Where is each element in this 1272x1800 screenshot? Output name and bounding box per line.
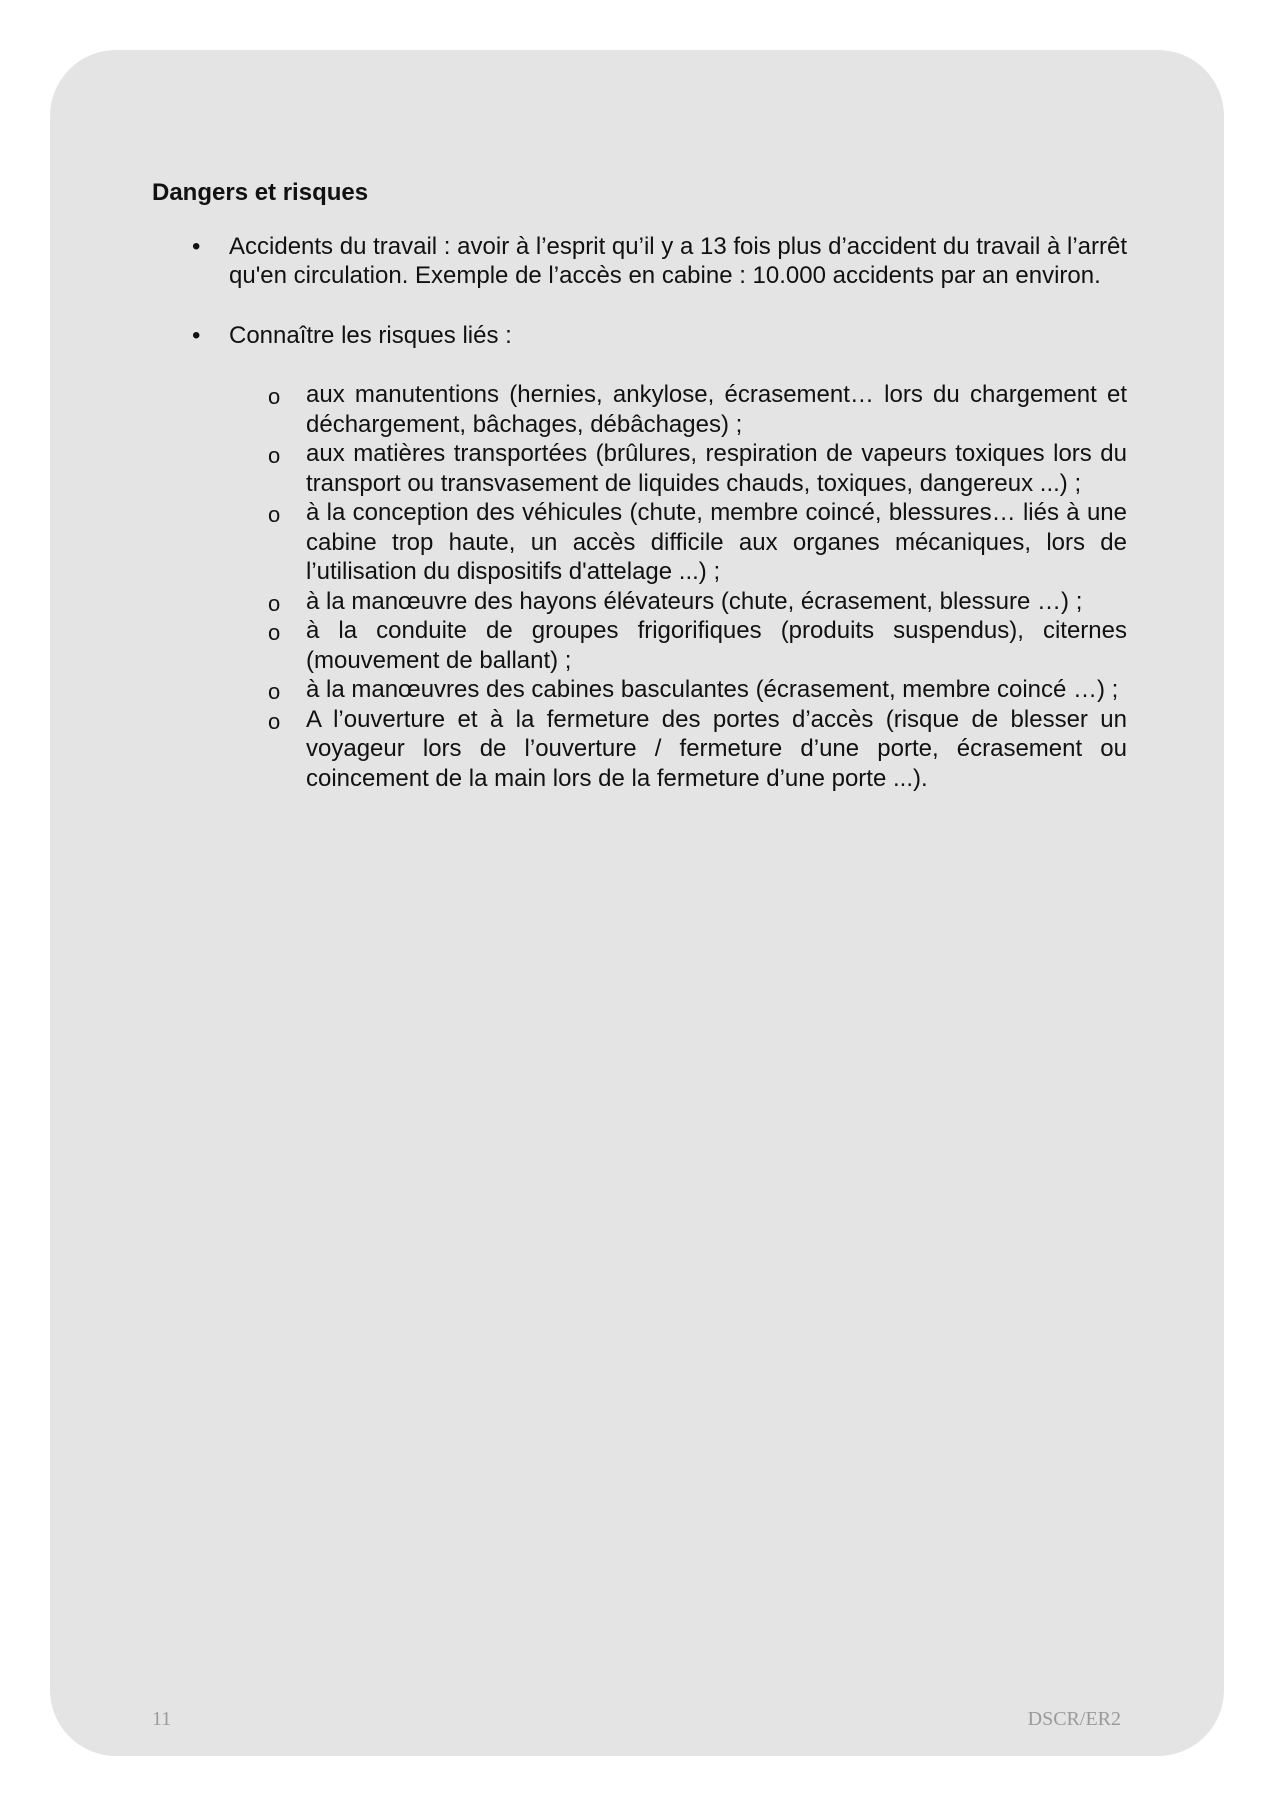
sub-marker: o [268, 679, 281, 704]
sub-marker: o [268, 502, 281, 527]
sub-item-text: à la conduite de groupes frigorifiques (produits suspendus), citernes (mouvement de ballant) ; [306, 617, 1127, 674]
section-heading: Dangers et risques [152, 179, 369, 206]
page-number: 11 [152, 1708, 172, 1730]
document-reference: DSCR/ER2 [1027, 1708, 1121, 1730]
sub-item-text: à la manœuvres des cabines basculantes (écrasement, membre coincé …) ; [306, 676, 1119, 703]
sub-item-text: aux matières transportées (brûlures, respiration de vapeurs toxiques lors du transport ou transvasement de liquides chauds, toxiques, dangereux ...) ; [306, 440, 1127, 497]
sub-item [152, 439, 1127, 498]
bullet-text: Connaître les risques liés : [229, 321, 512, 349]
sub-item-text: aux manutentions (hernies, ankylose, écrasement… lors du chargement et déchargement, bâchages, débâchages) ; [306, 381, 1127, 438]
bullet-marker: • [192, 232, 201, 260]
sub-item [152, 616, 1127, 675]
bullet-marker: • [192, 321, 201, 349]
sub-marker: o [268, 590, 281, 616]
sub-item [152, 675, 1127, 705]
sub-item [152, 705, 1127, 794]
sub-item-text: à la manœuvre des hayons élévateurs (chute, écrasement, blessure …) ; [306, 587, 1083, 615]
bullet-item-accidents [152, 232, 1127, 291]
bullet-text: Accidents du travail : avoir à l’esprit qu’il y a 13 fois plus d’accident du travail à l’arrêt qu'en circulation. Exemple de l’accès en cabine : 10.000 accidents par an environ. [229, 232, 1127, 289]
sub-marker: o [268, 708, 281, 734]
sub-item-text: à la conception des véhicules (chute, membre coincé, blessures… liés à une cabine trop haute, un accès difficile aux organes mécaniques, lors de l’utilisation du dispositifs d'attelage ...) ; [306, 499, 1127, 585]
sub-marker: o [268, 443, 281, 468]
sub-marker: o [268, 384, 281, 409]
sub-list [152, 380, 1127, 793]
bullet-item-risques [152, 321, 1127, 794]
sub-item [152, 498, 1127, 587]
sub-item [152, 380, 1127, 439]
sub-marker: o [268, 620, 281, 645]
sub-item-text: A l’ouverture et à la fermeture des portes d’accès (risque de blesser un voyageur lors de l’ouverture / fermeture d’une porte, écrasement ou coincement de la main lors de la fermeture d’une porte ...). [306, 705, 1127, 792]
bullet-list [152, 232, 1127, 794]
sub-item [152, 587, 1127, 617]
page-content [152, 178, 1127, 823]
